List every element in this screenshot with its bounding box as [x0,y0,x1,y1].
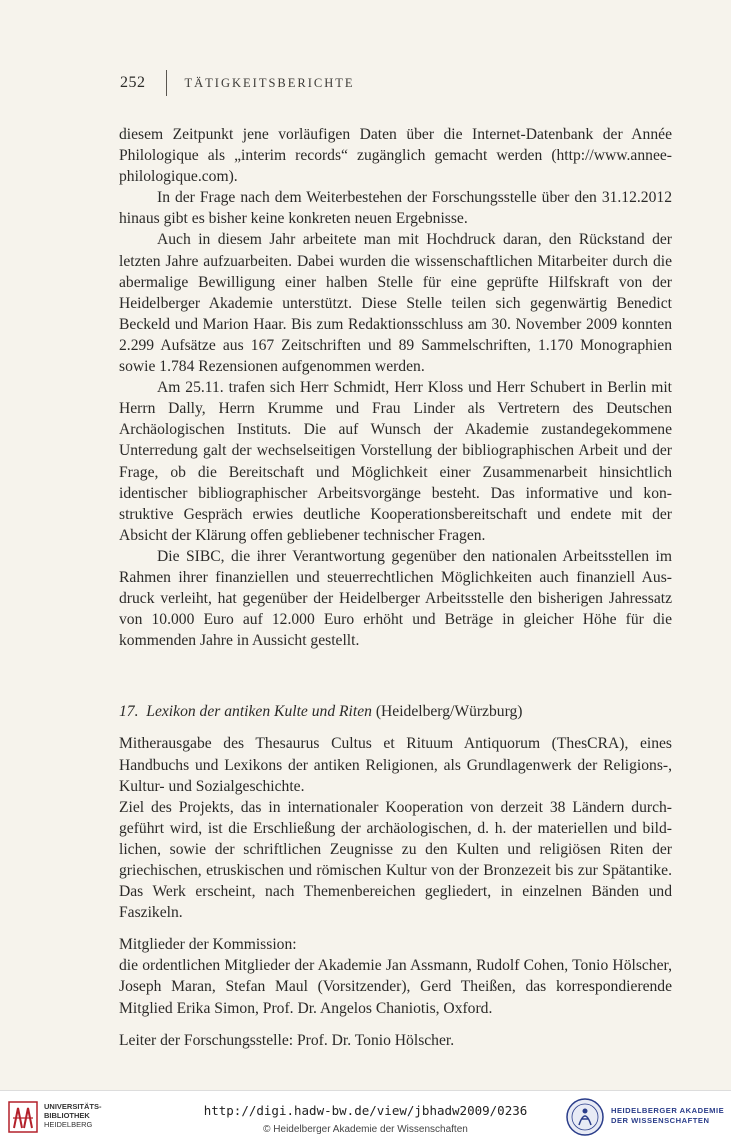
running-title: TÄTIGKEITSBERICHTE [184,75,355,90]
copyright-notice: © Heidelberger Akademie der Wissenschaften [263,1124,468,1135]
section-paragraph-2: Ziel des Projekts, das in internationaler Kooperation von derzeit 38 Ländern durchgeführt wird, ist die Erschließung der archäologischen, d. h. der materiellen und bildlichen, sowie der schriftlichen Zeugnisse zu den Kulten und religiösen Riten der griechischen, etruskischen und römischen Kultur von der Bronzezeit bis zur Spätantike. Das Werk erscheint, nach Themenbereichen gegliedert, in einzelnen Bänden und Faszikeln. [119,798,672,922]
body-text [119,124,672,1051]
footer-bar [0,1090,731,1143]
header-divider [166,70,167,96]
members-label: Mitglieder der Kommission: [119,936,297,954]
section-location: (Heidelberg/Würzburg) [375,703,523,721]
academy-seal-icon [565,1097,605,1137]
academy-line-2: DER WISSENSCHAFTEN [611,1116,710,1125]
spacer [119,923,672,934]
section-paragraph-1: Mitherausgabe des Thesaurus Cultus et Rituum Antiquorum (ThesCRA), eines Handbuchs und Lexikons der antiken Religionen, als Grundlagenwerk der Religions-, Kultur- und Sozialgeschichte. [119,735,672,795]
ub-line-1: UNIVERSITÄTS- [44,1102,102,1111]
members-text: die ordentlichen Mitglieder der Akademie Jan Assmann, Rudolf Cohen, Tonio Hölscher, Joseph Maran, Stefan Maul (Vorsitzender), Gerd Theißen, das korrespondierende Mitglied Erika Simon, Prof. Dr. Angelos Chaniotis, Oxford. [119,957,672,1017]
academy-name [611,1106,724,1126]
section-number: 17. [119,703,139,721]
paragraph-1: diesem Zeitpunkt jene vorläufigen Daten über die Internet-Datenbank der Année Philologique als „interim records“ zugänglich gemacht werden (http://www.annee-philologique.com). [119,126,672,186]
paragraph-5: Die SIBC, die ihrer Verantwortung gegenüber den nationalen Arbeitsstellen im Rahmen ihrer finanziellen und steuerrechtlichen Möglichkeiten auch finanziell Ausdruck verleiht, hat gegenüber der Heidelberger Arbeitsstelle den bisherigen Jahressatz von 10.000 Euro auf 12.000 Euro erhöht und Beträge in gleicher Höhe für die kommenden Jahre in Aussicht gestellt. [119,547,672,650]
ub-line-2: BIBLIOTHEK [44,1111,90,1120]
page-number: 252 [120,74,146,91]
academy-line-1: HEIDELBERGER AKADEMIE [611,1106,725,1115]
section-title: Lexikon der antiken Kulte und Riten [146,703,372,721]
permalink-url[interactable]: http://digi.hadw-bw.de/view/jbhadw2009/0236 [203,1103,528,1118]
ub-line-3: HEIDELBERG [44,1120,93,1129]
running-head [120,70,355,96]
spacer [119,1019,672,1030]
paragraph-4: Am 25.11. trafen sich Herr Schmidt, Herr Kloss und Herr Schubert in Berlin mit Herrn Dally, Herrn Krumme und Frau Linder als Vertretern des Deutschen Archäologischen Instituts. Die auf Wunsch der Akademie zustandegekommene Unterredung galt der wechselseitigen Vorstellung der bibliographischen Arbeit und der Frage, ob die Bereitschaft und Möglichkeit einer Zusammenarbeit hinsichtlich identischer bibliographischer Arbeitsvorgänge besteht. Das informative und konstruktive Gespräch erwies deutliche Kooperationsbereitschaft und endete mit der Absicht der Klärung offen gebliebener technischer Fragen. [119,379,672,544]
section-heading [119,701,672,722]
paragraph-3: Auch in diesem Jahr arbeitete man mit Hochdruck daran, den Rückstand der letzten Jahre aufzuarbeiten. Dabei wurden die wissenschaftlichen Mitarbeiter durch die abermalige Bewilligung einer halben Stelle für eine geprüfte Hilfskraft von der Heidelberger Akademie unterstützt. Diese Stelle teilen sich gegenwärtig Benedict Beckeld und Marion Haar. Bis zum Redaktionsschluss am 30. November 2009 konnten 2.299 Aufsätze aus 167 Zeitschriften und 89 Sammelschriften, 1.170 Monographien sowie 1.784 Rezensionen aufgenommen werden. [119,231,672,376]
leader-line: Leiter der Forschungsstelle: Prof. Dr. Tonio Hölscher. [119,1031,455,1049]
paragraph-2: In der Frage nach dem Weiterbestehen der Forschungsstelle über den 31.12.2012 hinaus gibt es bisher keine konkreten neuen Ergebnisse. [119,189,672,228]
